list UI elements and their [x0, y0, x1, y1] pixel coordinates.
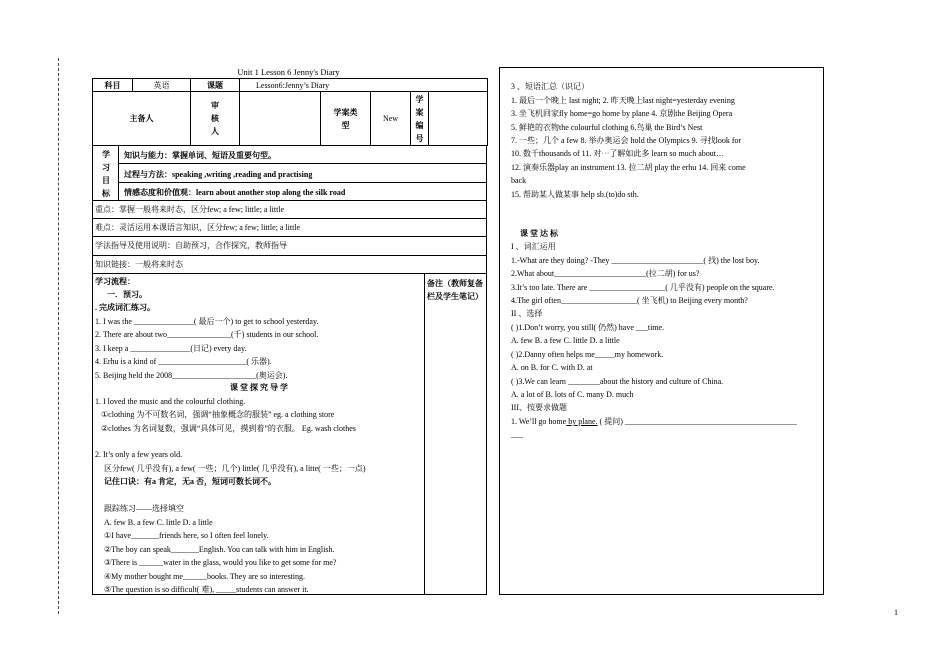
vocab-item-5: 5. Beijing held the 2008_____________________(奥运会).	[95, 371, 288, 380]
explore-line-6: 记住口诀：有a 肯定，无a 否，短词可数长词不。	[104, 477, 276, 486]
part2-item-1: ( )1.Don’t worry, you still( 仍然) have ___time.	[511, 323, 665, 332]
phrase-line-7: back	[511, 176, 527, 185]
part1-item-3: 3.It’s too late. There are ___________________( 几乎没有) people on the square.	[511, 283, 775, 292]
method: 学法指导及使用说明：自助预习，合作探究，教师指导	[95, 241, 287, 250]
phrase-line-2: 3. 坐飞机回家fly home=go home by plane 4. 京剧the Beijing Opera	[511, 109, 733, 118]
header-table	[92, 78, 488, 146]
lesson-label: 课题	[191, 79, 240, 92]
knowledge-link: 知识链接：一般将来时态	[95, 260, 183, 269]
phrase-line-8: 15. 帮助某人做某事 help sb.(to)do sth.	[511, 190, 639, 199]
reviewer-value	[240, 92, 321, 146]
follow-item-5: ⑤The question is so difficult( 难), _____students can answer it.	[104, 585, 309, 594]
plan-type-label: 学案类型	[321, 92, 371, 146]
objective-emotion: 情感态度和价值观：learn about another stop along the silk road	[124, 188, 346, 197]
phrase-heading: 3 、短语汇总（识记）	[511, 82, 589, 91]
phrase-line-1: 1. 最后一个晚上 last night; 2. 昨天晚上last night=yesterday evening	[511, 96, 735, 105]
notes-label: 备注（教师复备栏及学生笔记）	[427, 279, 483, 301]
phrase-line-5: 10. 数千thousands of 11. 对⋯了解如此多 learn so much about…	[511, 149, 725, 158]
part2-item-2: A. few B. a few C. little D. a little	[511, 336, 620, 345]
part3-item-1: 1. We’ll go home by plane. ( 提问) ___________________________________________	[511, 417, 797, 426]
plan-no-value	[429, 92, 488, 146]
part2-item-4: A. on B. for C. with D. at	[511, 363, 593, 372]
follow-options: A. few B. a few C. little D. a little	[104, 518, 213, 527]
objective-knowledge: 知识与能力：掌握单词、短语及重要句型。	[124, 151, 276, 160]
follow-heading: 跟踪练习——选择填空	[104, 504, 184, 513]
part3-heading: III、按要求做题	[511, 403, 567, 412]
vocab-item-2: 2. There are about two________________(千) students in our school.	[95, 330, 319, 339]
process-heading: 学习流程：	[95, 277, 135, 286]
subject-label: 科目	[93, 79, 133, 92]
preview-heading: 一．预习。	[107, 290, 147, 299]
part1-heading: I 、词汇运用	[511, 242, 556, 251]
follow-item-3: ③There is ______water in the glass, would you like to get some for me?	[104, 558, 337, 567]
plan-type-value: New	[371, 92, 411, 146]
explore-line-4: 2. It’s only a few years old.	[95, 450, 183, 459]
vocab-heading: . 完成词汇练习。	[95, 303, 155, 312]
subject-value: 英语	[133, 79, 191, 92]
part1-item-2: 2.What about_______________________(拉二胡) for us?	[511, 269, 700, 278]
lesson-value: Lesson6:Jenny’s Diary	[240, 79, 488, 92]
practice-heading: 课 堂 达 标	[520, 229, 558, 238]
page-title: Unit 1 Lesson 6 Jenny's Diary	[237, 67, 340, 77]
vocab-item-1: 1. I was the _______________( 最后一个) to get to school yesterday.	[95, 317, 319, 326]
explore-line-1: 1. I loved the music and the colourful clothing.	[95, 397, 246, 406]
phrase-line-4: 7. 一些；几个 a few 8. 举办奥运会 hold the Olympics 9. 寻找look for	[511, 136, 742, 145]
objective-process: 过程与方法：speaking ,writing ,reading and practising	[124, 170, 313, 179]
part1-item-4: 4.The girl often___________________( 坐飞机) to Beijing every month?	[511, 296, 748, 305]
vocab-item-4: 4. Erhu is a kind of ______________________( 乐器).	[95, 357, 272, 366]
objectives-label: 学习目标	[102, 150, 110, 198]
phrase-line-3: 5. 鲜艳的衣物the colourful clothing 6.鸟巢 the Bird’s Nest	[511, 123, 703, 132]
part2-item-3: ( )2.Danny often helps me_____my homework.	[511, 350, 664, 359]
part2-item-5: ( )3.We can learn ________about the history and culture of China.	[511, 377, 724, 386]
plan-no-label: 学案编号	[411, 92, 429, 146]
binding-margin-line	[58, 58, 59, 614]
phrase-line-6: 12. 演奏乐器play an instrument 13. 拉二胡 play the erhu 14. 回来 come	[511, 163, 746, 172]
part1-item-1: 1.-What are they doing? -They _______________________( 找) the lost boy.	[511, 256, 760, 265]
follow-item-2: ②The boy can speak_______English. You can talk with him in English.	[104, 545, 335, 554]
explore-line-5: 区分few( 几乎没有), a few( 一些；几个) little( 几乎没有), a litte( 一些；一点)	[104, 464, 366, 473]
follow-item-1: ①I have_______friends here, so I often feel lonely.	[104, 531, 269, 540]
page-number: 1	[894, 608, 898, 617]
explore-line-3: ②clothes 为名词复数，强调“具体可见，摸到着”的衣服。 Eg. wash clothes	[101, 424, 356, 433]
part3-item-tail: ___	[511, 430, 523, 439]
explore-heading: 课 堂 探 究 导 学	[230, 383, 288, 392]
part2-item-6: A. a lot of B. lots of C. many D. much	[511, 390, 634, 399]
follow-item-4: ④My mother bought me______books. They are so interesting.	[104, 572, 305, 581]
preparer-label: 主备人	[93, 92, 191, 146]
vocab-item-3: 3. I keep a _______________(日记) every day.	[95, 344, 247, 353]
reviewer-label: 审核人	[191, 92, 240, 146]
key-point: 重点：掌握一般将来时态，区分few; a few; little; a little	[95, 205, 285, 214]
difficulty: 难点：灵活运用本课语言知识，区分few; a few; little; a little	[95, 223, 301, 232]
part2-heading: II 、选择	[511, 309, 543, 318]
explore-line-2: ①clothing 为不可数名词，强调“抽象概念的服装” eg. a clothing store	[101, 410, 335, 419]
